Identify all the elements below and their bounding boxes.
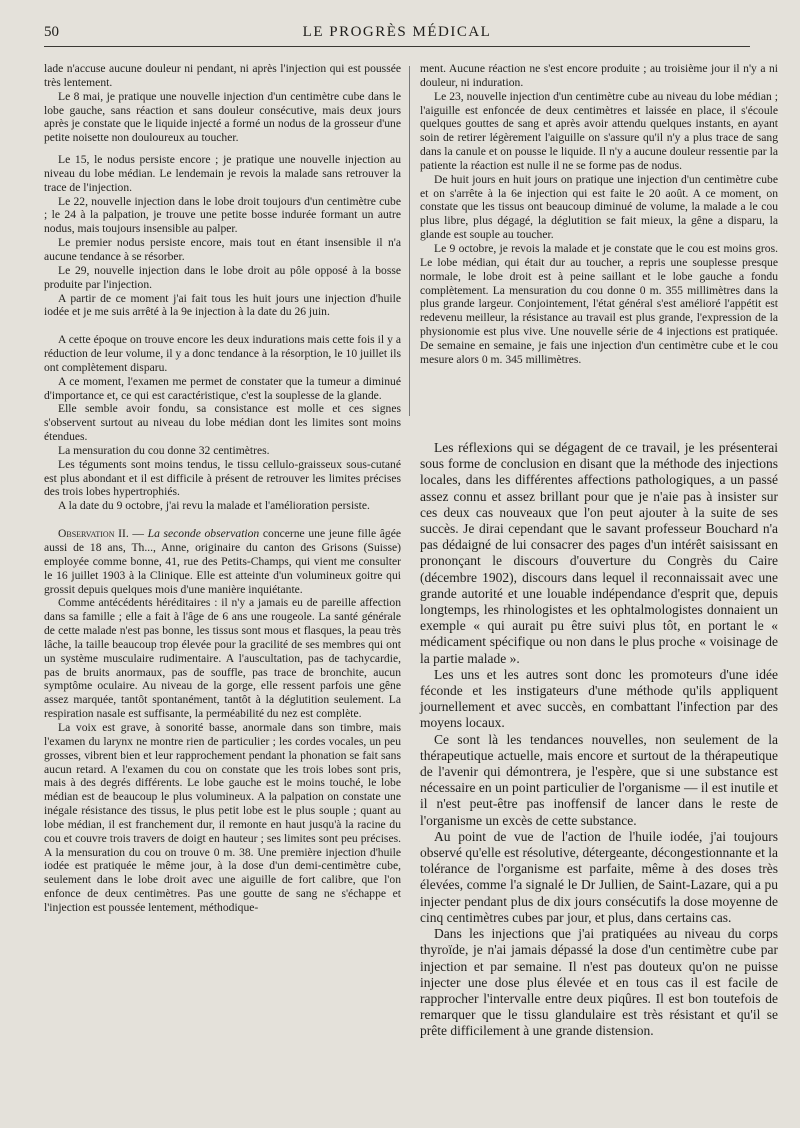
right-column-conclusion (420, 440, 778, 1040)
observation-lead: La seconde observation (147, 527, 260, 541)
paragraph: Le 8 mai, je pratique une nouvelle injection d'un centimètre cube dans le lobe gauche, sans réaction et sans douleur consécutive, mais deux jours après je constate que le liquide injecté a formé un nodus de la grosseur d'une petite noisette non douloureux au toucher. (44, 89, 401, 145)
paragraph: Les réflexions qui se dégagent de ce travail, je les présenterai sous forme de conclusion en disant que la méthode des injections locales, dans les différentes affections pathologiques, a un passé assez connu et assez brillant pour que je n'aie pas à insister sur ces deux cas nouveaux que l'on peut ajouter à la suite de ses succès. Je dirai cependant que le savant professeur Bouchard n'a pas dédaigné de lui consacrer des pages d'un intérêt saisissant en prononçant le discours d'ouverture du Congrès du Caire (décembre 1902), discours dans lequel il reconnaissait avec une grande autorité et une louable indépendance d'esprit que, depuis longtemps, les rhinologistes et les ophtalmologistes donnaient un exemple « qui aurait pu être suivi plus tôt, en portant le « médicament spécifique ou non dans le plus proche « voisinage de la partie malade ». (420, 440, 778, 666)
observation-heading: Observation II. (58, 527, 129, 541)
paragraph: Elle semble avoir fondu, sa consistance est molle et ces signes s'observent surtout au niveau du lobe médian dont les limites sont moins étendues. (44, 402, 401, 444)
paragraph: Observation II. — La seconde observation concerne une jeune fille âgée aussi de 18 ans, Th..., Anne, originaire du canton des Grisons (Suisse) employée comme bonne, 41, rue des Petits-Champs, qui vient me consulter le 16 juillet 1903 à la Clinique. Elle est atteinte d'un volumineux goitre qui grossit depuis quelques mois d'une manière inquiétante. (44, 527, 402, 596)
paragraph: Le 9 octobre, je revois la malade et je constate que le cou est moins gros. Le lobe médian, qui était dur au toucher, a repris une souplesse presque normale, le lobe droit est à peine saillant et le lobe gauche a fondu complètement. La mensuration du cou donne 0 m. 355 millimètres dans la plus grande largeur. Conjointement, l'état général s'est amélioré l'appétit est redevenu meilleur, la résistance au travail est plus grande, l'expression de la physionomie est plus vive. Une nouvelle série de 4 injections est pratiquée. De semaine en semaine, je fais une injection d'un centimètre cube et le cou mesure alors 0 m. 345 millimètres. (420, 241, 778, 366)
paragraph: Les téguments sont moins tendus, le tissu cellulo-graisseux sous-cutané est plus abondant et il est difficile à présent de retrouver les limites précises des trois lobes hypertrophiés. (44, 457, 401, 499)
page-header (44, 22, 750, 47)
paragraph: La mensuration du cou donne 32 centimètres. (58, 443, 270, 457)
running-title: LE PROGRÈS MÉDICAL (302, 24, 492, 40)
paragraph: Dans les injections que j'ai pratiquées au niveau du corps thyroïde, je n'ai jamais dépassé la dose d'un centimètre cube par injection et par semaine. Il n'est pas douteux qu'on ne puisse injecter une dose plus élevée et en tous cas il est facile de rapprocher l'intervalle entre deux piqûres. Il est bon toutefois de remarquer que le tissu glandulaire est très résistant et qu'il se prête difficilement à une grande distension. (420, 926, 778, 1039)
column-divider (409, 66, 410, 416)
paragraph: Les uns et les autres sont donc les promoteurs d'une idée féconde et les instigateurs d'une méthode qu'ils appliquent journellement et avec succès, en combattant l'infection par des moyens locaux. (420, 666, 778, 731)
paragraph: La voix est grave, à sonorité basse, anormale dans son timbre, mais l'examen du larynx ne montre rien de particulier ; les cordes vocales, un peu grosses, vibrent bien et leur rapprochement pendant la phonation se fait sans aucun retard. A l'examen du cou on constate que les trois lobes sont pris, mais à des degrés différents. Le lobe gauche est le moins touché, le lobe médian est de beaucoup le plus volumineux. A la palpation on constate une inégale résistance des tissus, le plus petit lobe est le plus souple ; quant au lobe médian, il est franchement dur, il remonte en haut jusqu'à la racine du cou et couvre trois travers de doigt en hauteur ; ses limites sont peu précises. A la mensuration du cou on trouve 0 m. 38. Une première injection d'huile iodée est pratiquée le même jour, à la dose d'un demi-centimètre cube, seulement dans le lobe droit avec une aiguille de fort calibre, que l'on enfonce de deux centimètres. Pas une goutte de sang ne s'échappe et l'injection est poussée lentement, méthodique- (44, 720, 401, 914)
paragraph: Ce sont là les tendances nouvelles, non seulement de la thérapeutique actuelle, mais encore et surtout de la thérapeutique de l'avenir qui démontrera, je l'espère, que si une substance est nécessaire en un point particulier de l'organisme — il est inutile et il n'est peut-être pas inoffensif de lancer dans le reste de l'organisme un excès de cette substance. (420, 731, 778, 828)
paragraph: Au point de vue de l'action de l'huile iodée, j'ai toujours observé qu'elle est résolutive, détergeante, décongestionnante et la tolérance de l'organisme est parfaite, même à des doses très élevées, comme l'a signalé le Dr Jullien, de Saint-Lazare, qui a pu injecter pendant plus de dix jours consécutifs la dose moyenne de cinq centimètres cubes par jour, et plus, dans certains cas. (420, 828, 778, 925)
paragraph: ment. Aucune réaction ne s'est encore produite ; au troisième jour il n'y a ni douleur, ni induration. (420, 62, 778, 89)
right-column-top (420, 62, 778, 367)
paragraph: A cette époque on trouve encore les deux indurations mais cette fois il y a réduction de leur volume, il y a donc tendance à la résorption, le 10 juillet ils ont complètement disparu. (44, 333, 401, 374)
paragraph: Le 15, le nodus persiste encore ; je pratique une nouvelle injection au niveau du lobe médian. Le lendemain je revois la malade sans retrouver la trace de l'injection. (44, 153, 401, 194)
left-column (44, 62, 401, 915)
paragraph: Le 22, nouvelle injection dans le lobe droit toujours d'un centimètre cube ; le 24 à la palpation, je trouve une petite bosse indurée formant un autre nodus, mais toujours insensible au palper. (44, 194, 401, 236)
page-number: 50 (44, 24, 59, 40)
paragraph: A la date du 9 octobre, j'ai revu la malade et l'amélioration persiste. (58, 499, 370, 513)
paragraph: A partir de ce moment j'ai fait tous les huit jours une injection d'huile iodée et je me suis arrêté à la 9e injection à la date du 26 juin. (44, 291, 401, 319)
paragraph: Le 29, nouvelle injection dans le lobe droit au pôle opposé à la bosse produite par l'injection. (44, 263, 401, 291)
paragraph: De huit jours en huit jours on pratique une injection d'un centimètre cube et on s'arrête à la 6e injection qui est faite le 20 août. A ce moment, on constate que les tissus ont beaucoup diminué de volume, la malade a le cou plus libre, plus dégagé, la déglutition se fait mieux, la gêne a disparu, la glande est souple au toucher. (420, 172, 778, 242)
paragraph: Le 23, nouvelle injection d'un centimètre cube au niveau du lobe médian ; l'aiguille est enfoncée de deux centimètres et laissée en place, il s'écoule quelques gouttes de sang et après avoir attendu quelques instants, en ayant soin de retirer légèrement l'aiguille on s'assure qu'il n'y a plus trace de sang dans la canule et on pousse le liquide. Il n'y a aucune douleur ressentie par la patiente la réaction est nulle il ne se forme pas de nodus. (420, 89, 778, 172)
paragraph: Le premier nodus persiste encore, mais tout en étant insensible il n'a aucune tendance à se résorber. (44, 236, 401, 263)
paragraph: lade n'accuse aucune douleur ni pendant, ni après l'injection qui est poussée très lentement. (44, 62, 401, 89)
observation-text: concerne une jeune fille âgée aussi de 18 ans, Th..., Anne, originaire du canton des Grisons (Suisse) employée comme bonne, 41, rue des Petits-Champs, qui vient me consulter le 16 juillet 1903 à la Clinique. Elle est atteinte d'un volumineux goitre qui grossit depuis quelques mois d'une manière inquiétante. (44, 527, 402, 596)
paragraph: A ce moment, l'examen me permet de constater que la tumeur a diminué d'importance et, ce qui est caractéristique, c'est la souplesse de la glande. (44, 374, 401, 402)
paragraph: Comme antécédents héréditaires : il n'y a jamais eu de pareille affection dans sa famille ; elle a fait à l'âge de 6 ans une rougeole. La santé générale de cette malade n'est pas bonne, les tissus sont mous et flasques, la peau très lâche, la taille beaucoup trop élevée pour la gracilité de ses membres qui ont un système musculaire rudimentaire. A l'auscultation, pas de tachycardie, pas de bruits anormaux, pas de souffle, pas trace de bronchite, aucun symptôme oculaire. Au niveau de la gorge, elle ressent parfois une gêne assez marquée, tantôt spontanément, tantôt à la déglutition seulement. La respiration nasale est suffisante, la perméabilité du nez est complète. (44, 596, 401, 721)
